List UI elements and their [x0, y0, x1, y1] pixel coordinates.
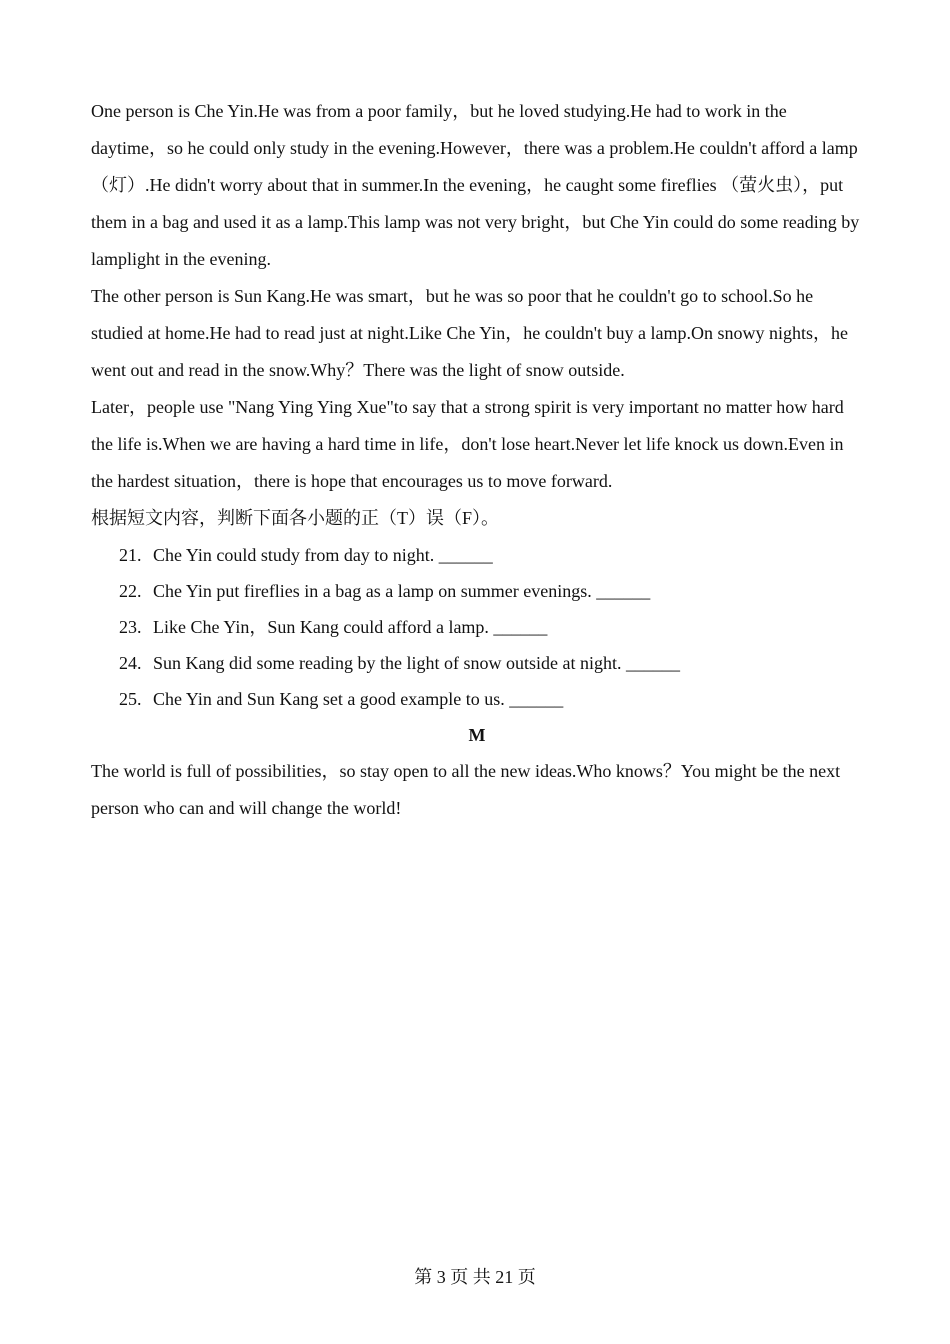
question-number: 24. [119, 653, 142, 673]
question-24 [91, 645, 863, 681]
question-22 [91, 573, 863, 609]
passage-paragraph-3: Later，people use "Nang Ying Ying Xue"to say that a strong spirit is very important no matter how hard the life is.When we are having a hard time in life，don't lose heart.Never let life knock us down.Even in the hardest situation，there is hope that encourages us to move forward. [91, 397, 844, 491]
question-text: Like Che Yin，Sun Kang could afford a lamp. ______ [153, 617, 548, 637]
question-number: 21. [119, 545, 142, 565]
question-21 [91, 537, 863, 573]
section-m-paragraph: The world is full of possibilities，so stay open to all the new ideas.Who knows？You might be the next person who can and will change the world! [91, 761, 841, 818]
document-body [91, 93, 863, 827]
question-25 [91, 681, 863, 717]
question-list [91, 537, 863, 717]
question-text: Sun Kang did some reading by the light of snow outside at night. ______ [153, 653, 680, 673]
question-number: 22. [119, 581, 142, 601]
passage-paragraph-1: One person is Che Yin.He was from a poor family，but he loved studying.He had to work in the daytime，so he could only study in the evening.However，there was a problem.He couldn't afford a lamp（灯）.He didn't worry about that in summer.In the evening，he caught some fireflies （萤火虫），put them in a bag and used it as a lamp.This lamp was not very bright，but Che Yin could do some reading by lamplight in the evening. [91, 101, 860, 269]
question-number: 23. [119, 617, 142, 637]
question-instruction: 根据短文内容，判断下面各小题的正（T）误（F）。 [91, 508, 500, 528]
question-text: Che Yin and Sun Kang set a good example to us. ______ [153, 689, 564, 709]
question-number: 25. [119, 689, 142, 709]
passage-paragraph-2: The other person is Sun Kang.He was smart，but he was so poor that he couldn't go to school.So he studied at home.He had to read just at night.Like Che Yin，he couldn't buy a lamp.On snowy nights，he went out and read in the snow.Why？There was the light of snow outside. [91, 286, 848, 380]
page-number-footer: 第 3 页 共 21 页 [414, 1267, 536, 1287]
question-23 [91, 609, 863, 645]
section-m-heading: M [468, 725, 486, 745]
question-text: Che Yin put fireflies in a bag as a lamp on summer evenings. ______ [153, 581, 651, 601]
question-text: Che Yin could study from day to night. ______ [153, 545, 493, 565]
